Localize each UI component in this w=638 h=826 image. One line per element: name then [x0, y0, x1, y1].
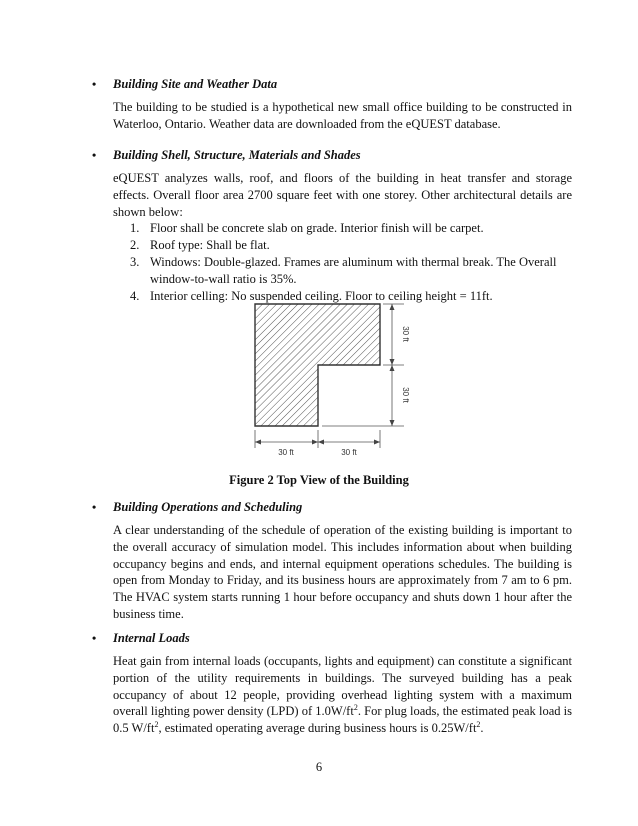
dim-label-bottom: 30 ft: [401, 387, 410, 403]
bullet-icon: •: [92, 148, 97, 162]
arrow-icon: [374, 440, 380, 445]
list-number: 2.: [130, 238, 140, 253]
arrow-icon: [390, 420, 395, 426]
list-text: Roof type: Shall be flat.: [150, 238, 270, 253]
dim-label-top: 30 ft: [401, 326, 410, 342]
section-internal-loads: [92, 630, 572, 737]
building-footprint: [255, 304, 380, 426]
list-item: [113, 220, 572, 237]
text-run: Heat gain from internal loads (occupants, lights and equipment) can constitute a significant portion of the utility requirements in buildings. The surveyed building has a peak occupancy of about 12 people, providing overhead lighting system with a maximum overall lighting power density (LPD) of 1.0W/ft: [113, 654, 572, 719]
detail-list: [113, 220, 572, 304]
section-operations: [92, 499, 572, 623]
paragraph: A clear understanding of the schedule of operation of the existing building is important to the overall accuracy of simulation model. This includes information about when building occupancy begins and ends, and internal equipment operations schedules. The building is open from Monday to Friday, and its business hours are approximately from 7 am to 6 pm. The HVAC system starts running 1 hour before occupancy and shuts down 1 hour after the business time.: [113, 523, 572, 621]
list-text: Interior celling: No suspended ceiling. Floor to ceiling height = 11ft.: [150, 288, 493, 303]
heading-text: Building Shell, Structure, Materials and Shades: [113, 148, 361, 162]
section-site-weather: [92, 76, 572, 133]
list-item: [113, 237, 572, 254]
section-heading: [92, 147, 572, 163]
heading-text: Building Site and Weather Data: [113, 77, 278, 91]
superscript: 2: [154, 720, 159, 730]
section-heading: [92, 630, 572, 646]
text-run: , estimated operating average during business hours is 0.25W/ft: [158, 721, 477, 736]
figure-caption: Figure 2 Top View of the Building: [229, 473, 409, 487]
bullet-icon: •: [92, 631, 97, 645]
section-heading: [92, 499, 572, 515]
text-run: . For plug loads, the estimated peak load is 0.5 W/ft: [113, 704, 572, 736]
heading-text: Building Operations and Scheduling: [113, 500, 303, 514]
section-building-shell: [92, 147, 572, 304]
section-heading: [92, 76, 572, 92]
superscript: 2: [353, 703, 358, 713]
list-text: Floor shall be concrete slab on grade. Interior finish will be carpet.: [150, 221, 484, 236]
building-top-view-figure: [240, 298, 410, 458]
page-number: 6: [315, 760, 323, 774]
arrow-icon: [255, 440, 261, 445]
paragraph: The building to be studied is a hypothetical new small office building to be constructed in Waterloo, Ontario. Weather data are downloaded from the eQUEST database.: [113, 100, 572, 131]
arrow-icon: [390, 365, 395, 371]
list-text: Windows: Double-glazed. Frames are aluminum with thermal break. The Overall window-to-wall ratio is 35%.: [150, 254, 557, 286]
list-number: 4.: [130, 288, 140, 303]
bullet-icon: •: [92, 500, 97, 514]
arrow-icon: [312, 440, 318, 445]
list-number: 3.: [130, 254, 140, 269]
dim-label-left: 30 ft: [278, 448, 294, 457]
superscript: 2: [476, 720, 481, 730]
arrow-icon: [318, 440, 324, 445]
paragraph: eQUEST analyzes walls, roof, and floors of the building in heat transfer and storage effects. Overall floor area 2700 square feet with one storey. Other architectural details are shown below:: [113, 171, 572, 219]
arrow-icon: [390, 304, 395, 310]
heading-text: Internal Loads: [113, 631, 190, 645]
bullet-icon: •: [92, 77, 97, 91]
paragraph: [113, 653, 572, 737]
dim-label-right: 30 ft: [341, 448, 357, 457]
list-item: [113, 254, 572, 288]
arrow-icon: [390, 359, 395, 365]
text-run: .: [480, 721, 484, 736]
list-number: 1.: [130, 221, 140, 236]
